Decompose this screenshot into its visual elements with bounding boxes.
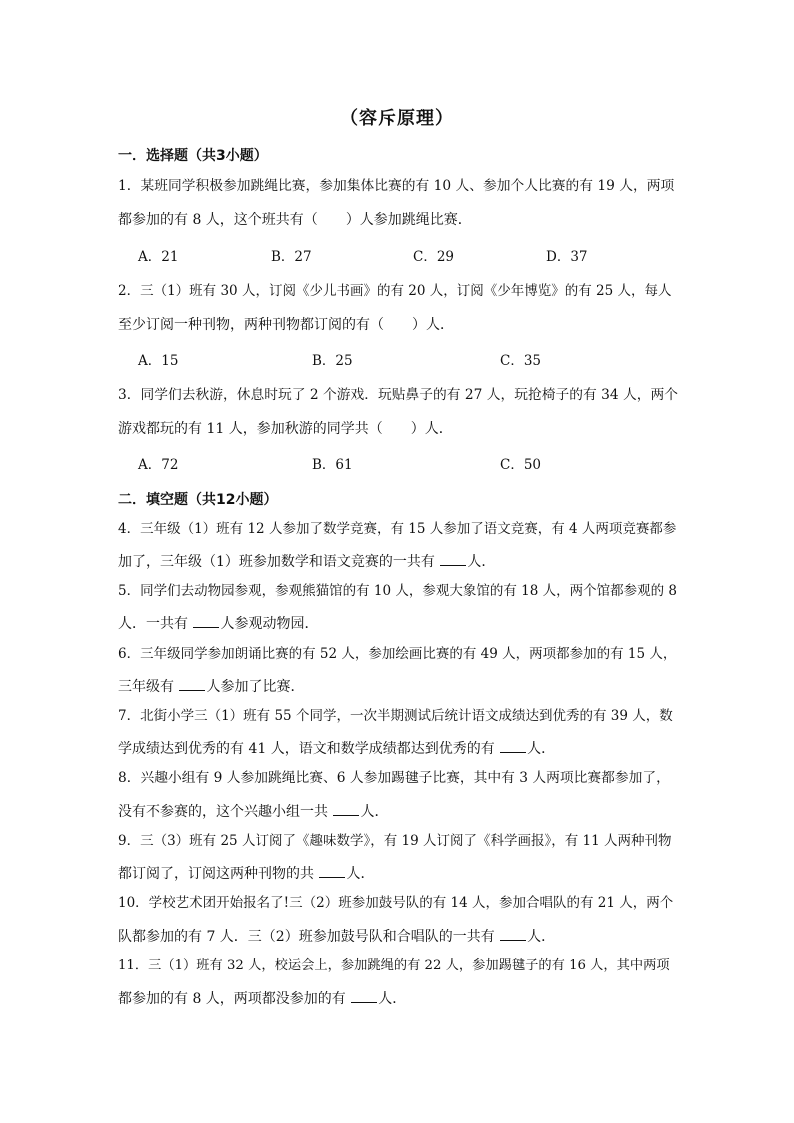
question-1-option-c[interactable]: C．29 (413, 249, 455, 265)
question-4-text: 加了，三年级（1）班参加数学和语文竞赛的一共有 (118, 554, 435, 570)
question-3-option-a[interactable]: A．72 (138, 457, 179, 473)
question-7-text: 学成绩达到优秀的有 41 人，语文和数学成绩都达到优秀的有 (118, 741, 495, 757)
question-11-line-2 (118, 988, 678, 1008)
answer-blank[interactable] (193, 613, 219, 628)
question-6-line-2 (118, 676, 678, 696)
answer-blank[interactable] (440, 551, 466, 566)
question-5-text: 人．一共有 (118, 616, 188, 632)
question-7-line-1: 7．北街小学三（1）班有 55 个同学，一次半期测试后统计语文成绩达到优秀的有 39 人，数 (118, 708, 673, 724)
question-10-tail: 人． (527, 929, 556, 945)
question-6-text: 三年级有 (118, 679, 174, 695)
question-11-line-1: 11．三（1）班有 32 人，校运会上，参加跳绳的有 22 人，参加踢毽子的有 16 人，其中两项 (118, 958, 670, 973)
question-1-tail: ）人参加跳绳比赛． (345, 212, 472, 228)
question-1-line-1: 1．某班同学积极参加跳绳比赛，参加集体比赛的有 10 人、参加个人比赛的有 19 人，两项 (118, 178, 675, 194)
answer-blank[interactable] (500, 738, 526, 753)
question-2-line-2 (118, 316, 678, 334)
question-11-tail: 人． (378, 991, 407, 1007)
question-3-option-c[interactable]: C．50 (500, 457, 542, 473)
question-9-text: 都订阅了，订阅这两种刊物的共 (118, 866, 314, 882)
question-7-line-2 (118, 738, 678, 758)
answer-blank[interactable] (333, 801, 359, 816)
question-10-line-2 (118, 926, 678, 946)
question-3-tail: ）人． (410, 421, 453, 437)
question-1-text: 都参加的有 8 人，这个班共有（ (118, 212, 318, 228)
question-5-line-1: 5．同学们去动物园参观，参观熊猫馆的有 10 人，参观大象馆的有 18 人，两个馆都参观的 8 (118, 583, 677, 599)
question-7-tail: 人． (527, 741, 556, 757)
answer-blank[interactable] (319, 863, 345, 878)
section-heading-choice: 一．选择题（共3小题） (118, 148, 268, 164)
question-1-line-2 (118, 211, 678, 229)
question-3-option-b[interactable]: B．61 (312, 457, 353, 473)
question-5-line-2 (118, 613, 678, 633)
question-10-line-1: 10．学校艺术团开始报名了!三（2）班参加鼓号队的有 14 人，参加合唱队的有 21 人，两个 (118, 895, 674, 911)
question-3-text: 游戏都玩的有 11 人，参加秋游的同学共（ (118, 421, 383, 437)
question-2-line-1: 2．三（1）班有 30 人，订阅《少儿书画》的有 20 人，订阅《少年博览》的有 25 人，每人 (118, 283, 672, 299)
question-8-line-2 (118, 801, 678, 821)
page-title: （容斥原理） (340, 108, 454, 129)
question-6-tail: 人参加了比赛． (206, 679, 305, 695)
question-1-option-b[interactable]: B．27 (271, 249, 312, 265)
answer-blank[interactable] (500, 926, 526, 941)
question-4-line-1: 4．三年级（1）班有 12 人参加了数学竞赛，有 15 人参加了语文竞赛，有 4 人两项竞赛都参 (118, 521, 677, 537)
question-2-option-c[interactable]: C．35 (500, 353, 542, 369)
question-11-text: 都参加的有 8 人，两项都没参加的有 (118, 991, 346, 1007)
answer-blank[interactable] (179, 676, 205, 691)
question-2-tail: ）人． (412, 317, 454, 333)
question-2-option-b[interactable]: B．25 (312, 353, 353, 369)
question-3-line-2 (118, 420, 678, 438)
answer-blank[interactable] (351, 988, 377, 1003)
question-2-text: 至少订阅一种刊物，两种刊物都订阅的有（ (118, 317, 384, 333)
question-1-option-d[interactable]: D．37 (546, 249, 588, 265)
question-2-option-a[interactable]: A．15 (138, 353, 179, 369)
question-8-tail: 人． (360, 804, 389, 820)
section-heading-fill: 二．填空题（共12小题） (118, 492, 278, 508)
question-1-option-a[interactable]: A．21 (138, 249, 179, 265)
question-4-line-2 (118, 551, 678, 571)
question-4-tail: 人． (467, 554, 496, 570)
question-3-line-1: 3．同学们去秋游，休息时玩了 2 个游戏．玩贴鼻子的有 27 人，玩抢椅子的有 34 人，两个 (118, 387, 678, 403)
question-10-text: 队都参加的有 7 人．三（2）班参加鼓号队和合唱队的一共有 (118, 929, 495, 945)
question-9-line-1: 9．三（3）班有 25 人订阅了《趣味数学》，有 19 人订阅了《科学画报》，有 11 人两种刊物 (118, 833, 672, 849)
question-8-text: 没有不参赛的，这个兴趣小组一共 (118, 804, 328, 820)
question-6-line-1: 6．三年级同学参加朗诵比赛的有 52 人，参加绘画比赛的有 49 人，两项都参加的有 15 人， (118, 646, 677, 662)
question-9-tail: 人． (346, 866, 375, 882)
question-9-line-2 (118, 863, 678, 883)
question-8-line-1: 8．兴趣小组有 9 人参加跳绳比赛、6 人参加踢毽子比赛，其中有 3 人两项比赛都参加了， (118, 770, 670, 786)
question-5-tail: 人参观动物园． (220, 616, 319, 632)
